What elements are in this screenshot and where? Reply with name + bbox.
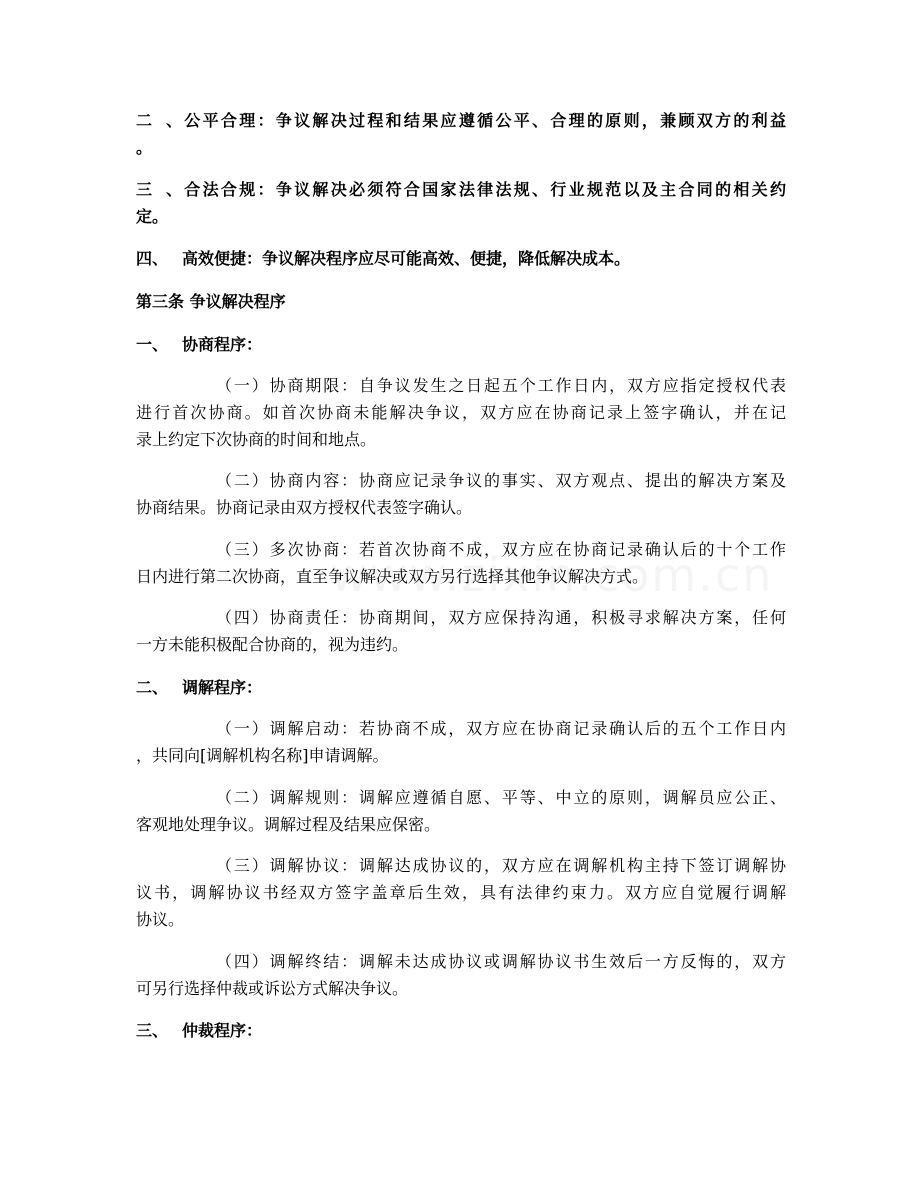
s1-item-1-line-3: 录上约定下次协商的时间和地点。 xyxy=(136,430,377,449)
s1-item-2-line-2: 协商结果。协商记录由双方授权代表签字确认。 xyxy=(136,498,473,517)
s2-item-2-line-2: 客观地处理争议。调解过程及结果应保密。 xyxy=(136,815,441,834)
s1-item-1-line-1: （一）协商期限：自争议发生之日起五个工作日内，双方应指定授权代表 xyxy=(216,376,786,395)
principle-2-line-1: 二、公平合理：争议解决过程和结果应遵循公平、合理的原则，兼顾双方的利益 xyxy=(136,111,786,130)
principle-4-line-1: 四、 高效便捷：争议解决程序应尽可能高效、便捷，降低解决成本。 xyxy=(136,249,631,268)
principle-3-line-2: 定。 xyxy=(136,207,169,226)
s2-item-1-line-2: ，共同向[调解机构名称]申请调解。 xyxy=(136,746,389,765)
s2-item-2-line-1: （二）调解规则：调解应遵循自愿、平等、中立的原则，调解员应公正、 xyxy=(216,788,786,807)
s1-item-2-line-1: （二）协商内容：协商应记录争议的事实、双方观点、提出的解决方案及 xyxy=(216,471,786,490)
s1-item-1-line-2: 进行首次协商。如首次协商未能解决争议，双方应在协商记录上签字确认，并在记 xyxy=(136,403,786,422)
s2-item-3-line-2: 议书，调解协议书经双方签字盖章后生效，具有法律约束力。双方应自觉履行调解 xyxy=(136,883,786,902)
s1-item-4-line-1: （四）协商责任：协商期间，双方应保持沟通，积极寻求解决方案，任何 xyxy=(216,608,786,627)
s1-item-3-line-2: 日内进行第二次协商，直至争议解决或双方另行选择其他争议解决方式。 xyxy=(136,567,649,586)
principle-2-line-2: 。 xyxy=(136,138,153,157)
principle-3-line-1: 三、合法合规：争议解决必须符合国家法律法规、行业规范以及主合同的相关约 xyxy=(136,180,786,199)
section-3-heading: 三、 仲裁程序： xyxy=(136,1021,263,1040)
s2-item-3-line-1: （三）调解协议：调解达成协议的，双方应在调解机构主持下签订调解协 xyxy=(216,856,786,875)
article-3-title: 第三条 争议解决程序 xyxy=(136,292,286,311)
section-2-heading: 二、 调解程序： xyxy=(136,678,263,697)
section-1-heading: 一、 协商程序： xyxy=(136,335,263,354)
s2-item-1-line-1: （一）调解启动：若协商不成，双方应在协商记录确认后的五个工作日内 xyxy=(216,719,786,738)
s2-item-4-line-2: 可另行选择仲裁或诉讼方式解决争议。 xyxy=(136,979,409,998)
s2-item-3-line-3: 协议。 xyxy=(136,910,185,929)
s2-item-4-line-1: （四）调解终结：调解未达成协议或调解协议书生效后一方反悔的，双方 xyxy=(216,952,786,971)
s1-item-4-line-2: 一方未能积极配合协商的，视为违约。 xyxy=(136,635,409,654)
s1-item-3-line-1: （三）多次协商：若首次协商不成，双方应在协商记录确认后的十个工作 xyxy=(216,540,786,559)
